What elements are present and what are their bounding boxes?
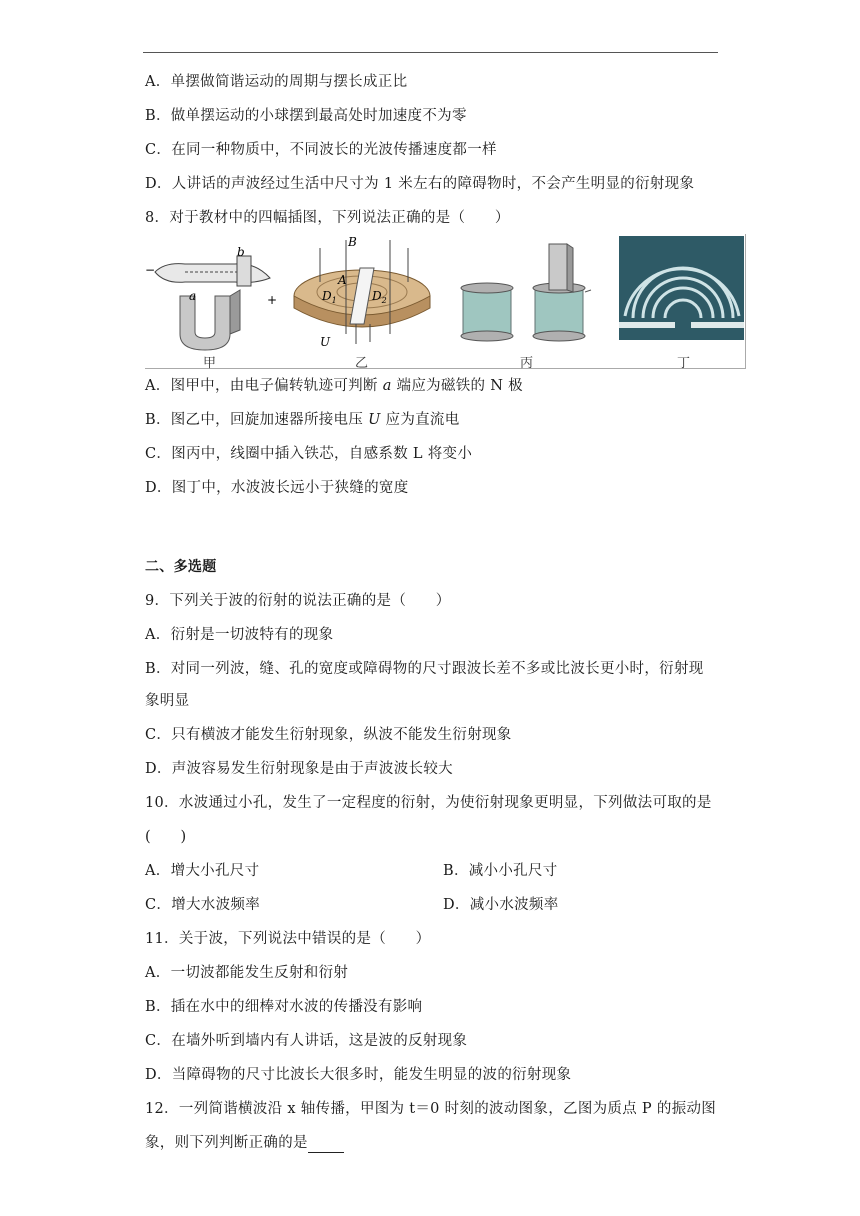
label-D2: $D_2$ (372, 289, 387, 305)
label-B: B (348, 235, 357, 249)
q9-option-c: C．只有横波才能发生衍射现象，纵波不能发生衍射现象 (145, 727, 512, 743)
answer-blank[interactable] (308, 1138, 344, 1153)
coil-left (463, 288, 511, 336)
q8-stem: 8．对于教材中的四幅插图，下列说法正确的是（ ） (145, 210, 510, 226)
q12-stem-line1: 12．一列简谐横波沿 x 轴传播，甲图为 t＝0 时刻的波动图象，乙图为质点 P 的振动图 (145, 1101, 717, 1117)
label-minus: − (145, 263, 156, 277)
coil-wire (585, 290, 591, 292)
q8-a-pre: A．图甲中，由电子偏转轨迹可判断 (145, 378, 383, 394)
caption-jia: 甲 (203, 356, 217, 371)
label-b: b (237, 245, 245, 259)
q8-option-c: C．图丙中，线圈中插入铁芯，自感系数 L 将变小 (145, 446, 473, 462)
caption-bing: 丙 (520, 356, 534, 371)
q10-option-a: A．增大小孔尺寸 (145, 863, 260, 879)
q7-option-b: B．做单摆运动的小球摆到最高处时加速度不为零 (145, 108, 467, 124)
q11-option-b: B．插在水中的细棒对水波的传播没有影响 (145, 999, 423, 1015)
coil-left-top (461, 283, 513, 293)
q9-option-b-line1: B．对同一列波，缝、孔的宽度或障碍物的尺寸跟波长差不多或比波长更小时，衍射现 (145, 661, 704, 677)
q12-stem-text: 象，则下列判断正确的是 (145, 1135, 308, 1151)
q8-figure (145, 234, 745, 371)
label-D1: $D_1$ (322, 289, 337, 305)
q10-option-d: D．减小水波频率 (443, 897, 559, 913)
q12-stem-line2 (145, 1133, 344, 1153)
iron-core (549, 244, 567, 290)
q11-option-d: D．当障碍物的尺寸比波长大很多时，能发生明显的波的衍射现象 (145, 1067, 572, 1083)
figure-bing (455, 234, 605, 352)
horseshoe-magnet (180, 296, 230, 350)
label-U: U (320, 335, 331, 349)
q10-stem-line1: 10．水波通过小孔，发生了一定程度的衍射，为使衍射现象更明显，下列做法可取的是 (145, 795, 712, 811)
q11-stem: 11．关于波，下列说法中错误的是（ ） (145, 931, 431, 947)
q9-stem: 9．下列关于波的衍射的说法正确的是（ ） (145, 593, 451, 609)
q8-b-var: U (368, 412, 381, 428)
q8-a-var: a (382, 378, 392, 394)
q11-option-c: C．在墙外听到墙内有人讲话，这是波的反射现象 (145, 1033, 468, 1049)
cathode-tube (155, 264, 270, 283)
q7-option-c: C．在同一种物质中，不同波长的光波传播速度都一样 (145, 142, 497, 158)
figure-jia (145, 234, 285, 352)
header-rule (143, 52, 718, 53)
label-a: a (189, 289, 197, 303)
barrier-right (691, 322, 744, 328)
q8-b-pre: B．图乙中，回旋加速器所接电压 (145, 412, 369, 428)
tube-plate (237, 256, 251, 286)
q8-b-post: 应为直流电 (380, 412, 460, 428)
section-title-multi: 二、多选题 (145, 559, 217, 575)
caption-yi: 乙 (355, 356, 369, 371)
q9-option-d: D．声波容易发生衍射现象是由于声波波长较大 (145, 761, 453, 777)
magnet-side (230, 290, 240, 334)
q11-option-a: A．一切波都能发生反射和衍射 (145, 965, 349, 981)
q10-option-b: B．减小小孔尺寸 (443, 863, 558, 879)
q8-a-post: 端应为磁铁的 N 极 (391, 378, 523, 394)
figure-yi (290, 234, 440, 352)
coil-right (535, 288, 583, 336)
label-A: A (338, 273, 347, 287)
q10-option-c: C．增大水波频率 (145, 897, 260, 913)
caption-ding: 丁 (677, 356, 691, 371)
coil-left-bottom (461, 331, 513, 341)
q7-option-d: D．人讲话的声波经过生活中尺寸为 1 米左右的障碍物时，不会产生明显的衍射现象 (145, 176, 695, 192)
coil-right-bottom (533, 331, 585, 341)
barrier-left (619, 322, 675, 328)
figure-ding (619, 236, 744, 340)
q8-option-b (145, 410, 460, 430)
q7-option-a: A．单摆做简谐运动的周期与摆长成正比 (145, 74, 408, 90)
q9-option-b-line2: 象明显 (145, 693, 190, 709)
iron-core-side (567, 244, 573, 292)
label-plus: + (267, 293, 278, 307)
q9-option-a: A．衍射是一切波特有的现象 (145, 627, 334, 643)
q8-option-a (145, 376, 523, 396)
q8-option-d: D．图丁中，水波波长远小于狭缝的宽度 (145, 480, 409, 496)
q10-stem-line2: ( ) (145, 829, 187, 845)
